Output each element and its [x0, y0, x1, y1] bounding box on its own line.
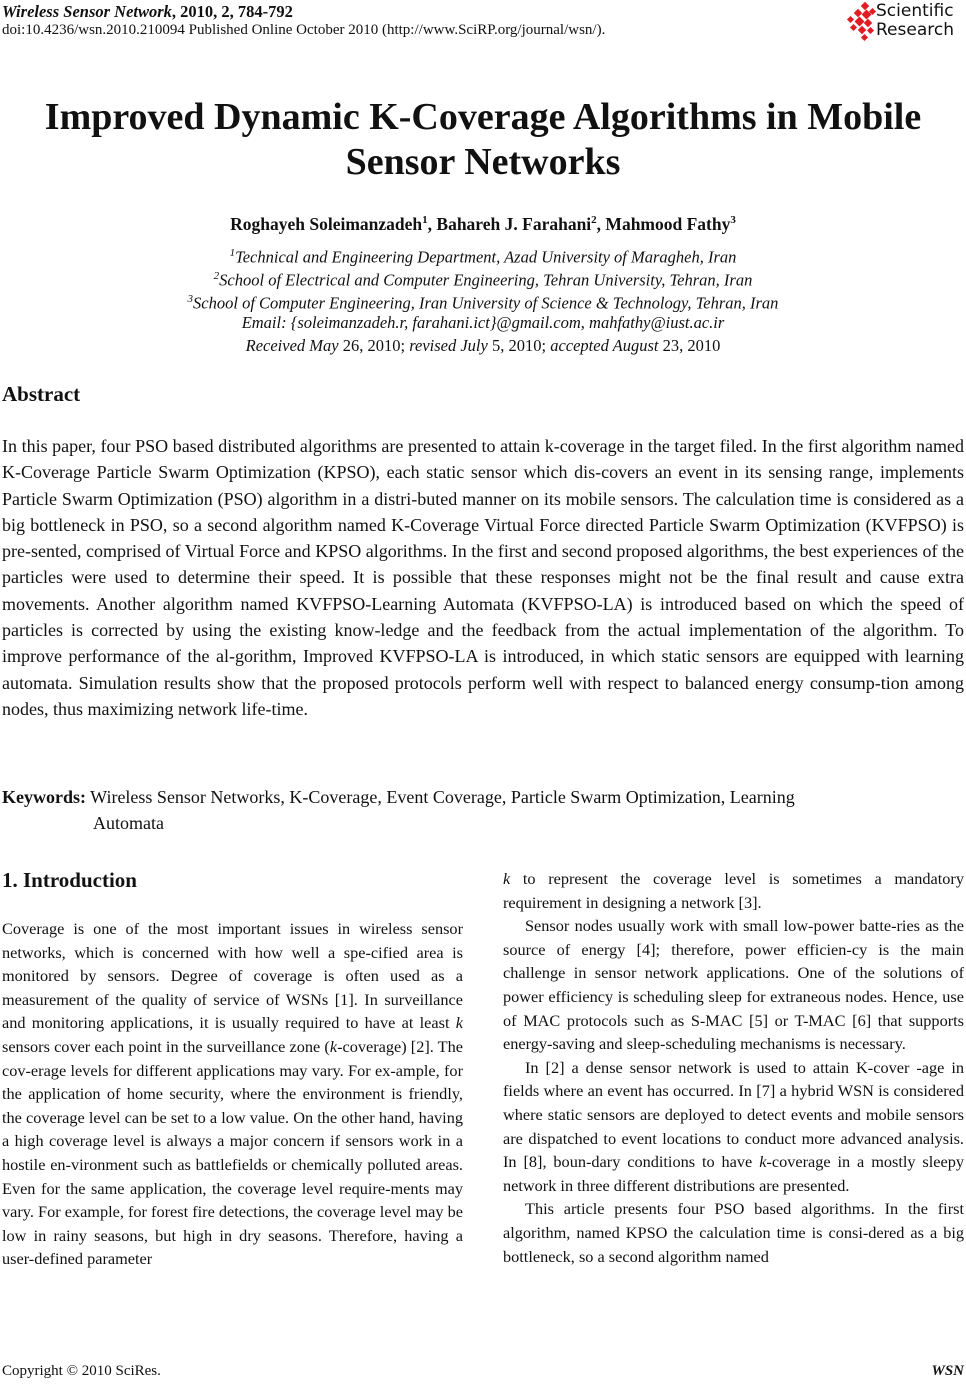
accepted-date: 23, 2010 — [662, 336, 721, 355]
paper-title-line1: Improved Dynamic K-Coverage Algorithms in Mobile — [44, 96, 922, 138]
paper-title-line2: Sensor Networks — [345, 141, 621, 183]
journal-name: Wireless Sensor Network — [2, 2, 172, 21]
affiliation-marker: 3 — [187, 293, 194, 305]
paragraph-text: -coverage in a mostly sleepy network in three different distributions are presented. — [503, 1152, 965, 1195]
author-name: Bahareh J. Farahani — [436, 214, 592, 234]
copyright-notice: Copyright © 2010 SciRes. — [2, 1363, 161, 1379]
body-column-right — [503, 867, 964, 1268]
paragraph — [503, 867, 964, 914]
paragraph: This article presents four PSO based algorithms. In the first algorithm, named KPSO the calculation time is consi-dered as a big bottleneck, so a second algorithm named — [503, 1199, 964, 1266]
abstract-text: In this paper, four PSO based distributed algorithms are presented to attain k-coverage in the target filed. In the first algorithm named K-Coverage Particle Swarm Optimization (KPSO), each static sensor which dis-covers an event in its sensing range, implements Particle Swarm Optimization (PSO) algorithm in a distri-buted manner on its mobile sensors. The calculation time is considered as a big bottleneck in PSO, so a second algorithm named K-Coverage Virtual Force directed Particle Swarm Optimization (KVFPSO) is pre-sented, comprised of Virtual Force and KPSO algorithms. In the first and second proposed algorithms, the best experiences of the particles were used to determine their speed. It is possible that these responses might not be the final result and cause extra movements. Another algorithm named KVFPSO-Learning Automata (KVFPSO-LA) is introduced based on which the speed of particles is corrected by using the existing know-ledge and the feedback from the actual implementation of the algorithm. To improve performance of the al-gorithm, Improved KVFPSO-LA is introduced, in which static sensors are equipped with learning automata. Simulation results show that the proposed protocols perform well with respect to balanced energy consump-tion among nodes, thus maximizing network life-time. — [2, 436, 964, 719]
paragraph-text: Coverage is one of the most important issues in wireless sensor networks, which is concerned with how well a spe-cified area is monitored by sensors. Degree of coverage is often used as a measurement of the quality of service of WSNs [1]. In surveillance and monitoring applications, it is usually required to have at least — [2, 919, 463, 1033]
paragraph-text: sensors cover each point in the surveillance zone ( — [2, 1036, 330, 1056]
received-date: 26, 2010; — [342, 336, 410, 355]
email-addresses[interactable]: : {soleimanzadeh.r, farahani.ict}@gmail.com, mahfathy@iust.ac.ir — [281, 313, 725, 332]
author-name: Mahmood Fathy — [605, 214, 731, 234]
author-affil-marker: 1 — [422, 214, 428, 227]
received-label: Received May — [245, 336, 343, 355]
body-column-left — [2, 917, 463, 1271]
paragraph-text: In [2] a dense sensor network is used to attain K-cover -age in fields where an event has occurred. In [7] a hybrid WSN is considered where static sensors are deployed to detect events and mobile sensors are dispatched to event locations to conduct more advanced analysis. In [8], boun-dary conditions to have — [503, 1057, 964, 1172]
math-variable: k — [503, 869, 511, 888]
affiliation-text: School of Electrical and Computer Engineering, Tehran University, Tehran, Iran — [219, 270, 753, 290]
author-separator: , — [596, 214, 606, 234]
accepted-label: accepted August — [550, 336, 663, 355]
paragraph — [2, 917, 463, 1271]
paragraph — [503, 1056, 964, 1198]
journal-abbreviation: WSN — [931, 1363, 964, 1379]
paragraph-text: -coverage) [2]. The cov-erage levels for different applications may vary. For ex-ample, for the application of home security, where the environment is friendly, the coverage level can be set to a low value. On the other hand, having a high coverage level is always a major concern if sensors work in a hostile en-vironment such as battlefields or chemically polluted areas. Even for the same application, the coverage level require-ments may vary. For example, for forest fire detections, the coverage level may be low in rainy seasons, but high in dry seasons. Therefore, having a user-defined parameter — [2, 1036, 463, 1269]
affiliation-marker: 1 — [229, 247, 236, 259]
affiliation-text: School of Computer Engineering, Iran University of Science & Technology, Tehran, Iran — [193, 293, 779, 313]
author-affil-marker: 2 — [591, 214, 597, 227]
doi-line: doi:10.4236/wsn.2010.210094 Published Online October 2010 (http://www.SciRP.org/journal/wsn/). — [2, 22, 606, 38]
dates-line — [0, 334, 966, 357]
revised-label: revised July — [409, 336, 492, 355]
journal-citation — [2, 2, 293, 22]
paragraph: Sensor nodes usually work with small low-power batte-ries as the source of energy [4]; therefore, power efficien-cy is the main challenge in sensor network applications. One of the solutions of power efficiency is scheduling sleep for extraneous nodes. Hence, use of MAC protocols such as S-MAC [5] or T-MAC [6] that supports energy-saving and sleep-scheduling mechanisms is necessary. — [503, 916, 964, 1054]
math-variable: k — [759, 1152, 767, 1172]
revised-date: 5, 2010; — [491, 336, 551, 355]
math-variable: k — [329, 1036, 338, 1056]
affiliation-text: Technical and Engineering Department, Azad University of Maragheh, Iran — [235, 247, 737, 267]
math-variable: k — [455, 1013, 463, 1033]
author-name: Roghayeh Soleimanzadeh — [230, 214, 423, 234]
logo-text-line1: Scientific — [876, 1, 954, 21]
author-separator: , — [427, 214, 437, 234]
author-list — [0, 214, 966, 235]
journal-issue: , 2010, 2, 784-792 — [171, 2, 293, 21]
email-line — [0, 311, 966, 334]
logo-text-line2: Research — [876, 20, 954, 40]
keywords-label: Keywords: — [2, 787, 86, 807]
publisher-logo — [846, 0, 966, 44]
keywords-list: Wireless Sensor Networks, K-Coverage, Event Coverage, Particle Swarm Optimization, Learning — [86, 787, 795, 807]
section-heading-introduction: 1. Introduction — [2, 868, 137, 892]
author-affil-marker: 3 — [730, 214, 736, 227]
paper-title — [0, 95, 966, 185]
abstract-heading: Abstract — [2, 382, 81, 406]
keywords — [2, 784, 964, 836]
diamond-cluster-logo-icon — [846, 2, 876, 42]
email-label: Email — [241, 313, 282, 332]
keywords-list-continued: Automata — [93, 813, 164, 833]
affiliation-marker: 2 — [213, 270, 220, 282]
paragraph-text: to represent the coverage level is sometimes a mandatory requirement in designing a network [3]. — [503, 869, 964, 912]
